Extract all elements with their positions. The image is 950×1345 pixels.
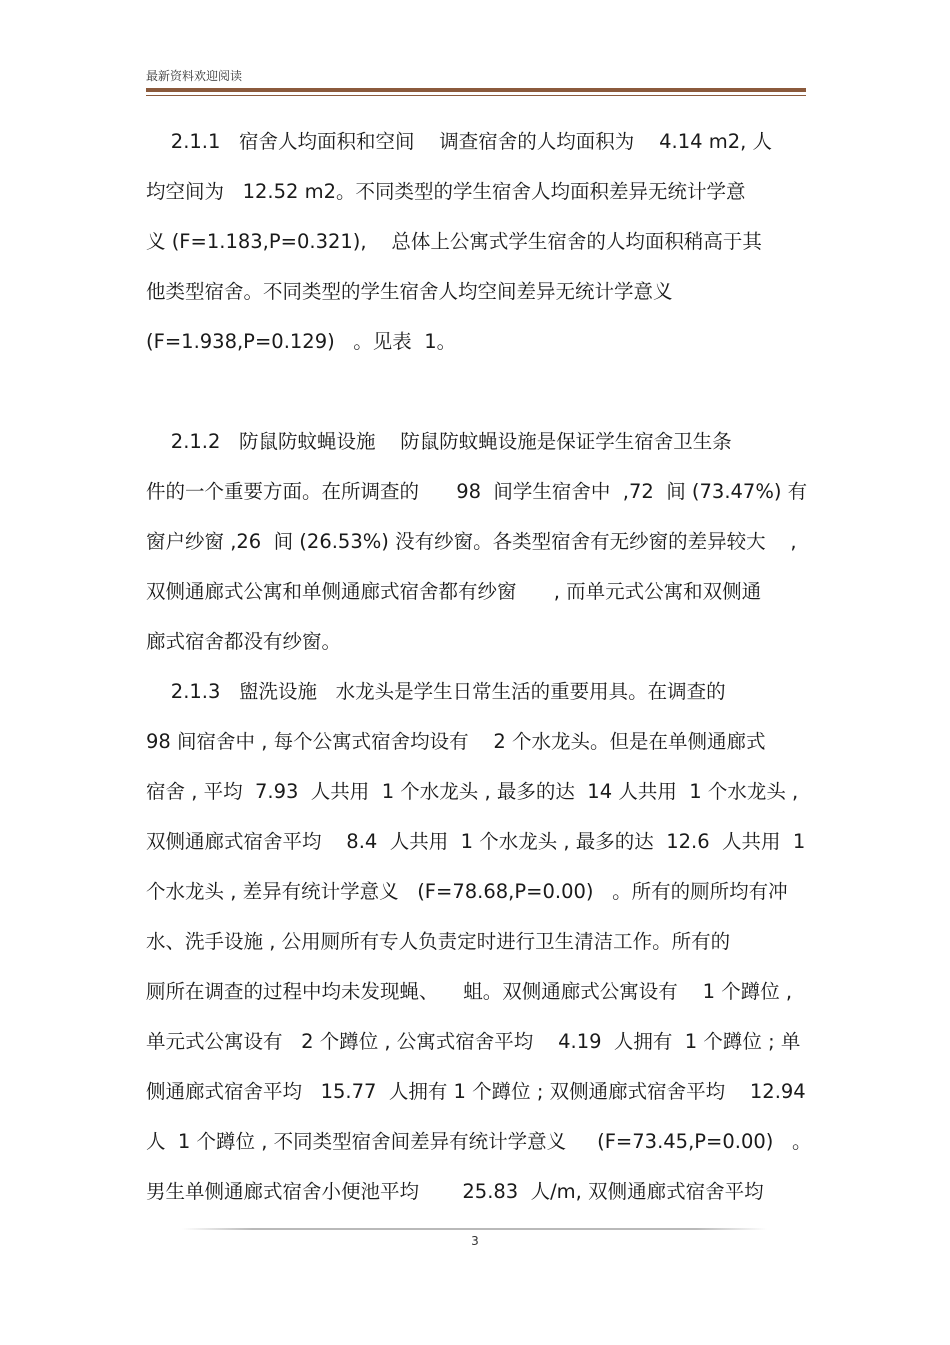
text-line: 厕所在调查的过程中均未发现蝇、 蛆。双侧通廊式公寓设有 1 个蹲位 , xyxy=(146,980,793,1003)
header-rule-thin xyxy=(146,95,806,96)
text-line: 个水龙头 , 差异有统计学意义 (F=78.68,P=0.00) 。所有的厕所均有冲 xyxy=(146,880,788,903)
text-line: 件的一个重要方面。在所调查的 98 间学生宿舍中 ,72 间 (73.47%) 有 xyxy=(146,480,808,503)
text-line: 双侧通廊式公寓和单侧通廊式宿舍都有纱窗 , 而单元式公寓和双侧通 xyxy=(146,580,762,603)
text-line: 均空间为 12.52 m2。不同类型的学生宿舍人均面积差异无统计学意 xyxy=(146,180,746,203)
text-line: 水、洗手设施 , 公用厕所有专人负责定时进行卫生清洁工作。所有的 xyxy=(146,930,731,953)
running-header: 最新资料欢迎阅读 xyxy=(146,69,243,83)
text-line: 宿舍 , 平均 7.93 人共用 1 个水龙头 , 最多的达 14 人共用 1 个水龙头 , xyxy=(146,780,799,803)
header-rule-thick xyxy=(146,88,806,92)
text-line: 双侧通廊式宿舍平均 8.4 人共用 1 个水龙头 , 最多的达 12.6 人共用 1 xyxy=(146,830,806,853)
text-line: 义 (F=1.183,P=0.321), 总体上公寓式学生宿舍的人均面积稍高于其 xyxy=(146,230,762,253)
text-line: 男生单侧通廊式宿舍小便池平均 25.83 人/m, 双侧通廊式宿舍平均 xyxy=(146,1180,764,1203)
text-line: 人 1 个蹲位 , 不同类型宿舍间差异有统计学意义 (F=73.45,P=0.00) 。 xyxy=(146,1130,812,1153)
text-line: 他类型宿舍。不同类型的学生宿舍人均空间差异无统计学意义 xyxy=(146,280,673,303)
page-number: 3 xyxy=(471,1234,479,1248)
text-line: 98 间宿舍中 , 每个公寓式宿舍均设有 2 个水龙头。但是在单侧通廊式 xyxy=(146,730,766,753)
text-line: 单元式公寓设有 2 个蹲位 , 公寓式宿舍平均 4.19 人拥有 1 个蹲位 ; 单 xyxy=(146,1030,801,1053)
footer-rule xyxy=(182,1228,767,1230)
text-line: (F=1.938,P=0.129) 。见表 1。 xyxy=(146,330,457,353)
text-line: 窗户纱窗 ,26 间 (26.53%) 没有纱窗。各类型宿舍有无纱窗的差异较大 , xyxy=(146,530,797,553)
text-line: 2.1.1 宿舍人均面积和空间 调查宿舍的人均面积为 4.14 m2, 人 xyxy=(146,130,773,153)
text-line: 廊式宿舍都没有纱窗。 xyxy=(146,630,342,653)
text-line: 2.1.3 盥洗设施 水龙头是学生日常生活的重要用具。在调查的 xyxy=(146,680,726,703)
text-line: 2.1.2 防鼠防蚊蝇设施 防鼠防蚊蝇设施是保证学生宿舍卫生条 xyxy=(146,430,732,453)
text-line: 侧通廊式宿舍平均 15.77 人拥有 1 个蹲位 ; 双侧通廊式宿舍平均 12.94 xyxy=(146,1080,806,1103)
